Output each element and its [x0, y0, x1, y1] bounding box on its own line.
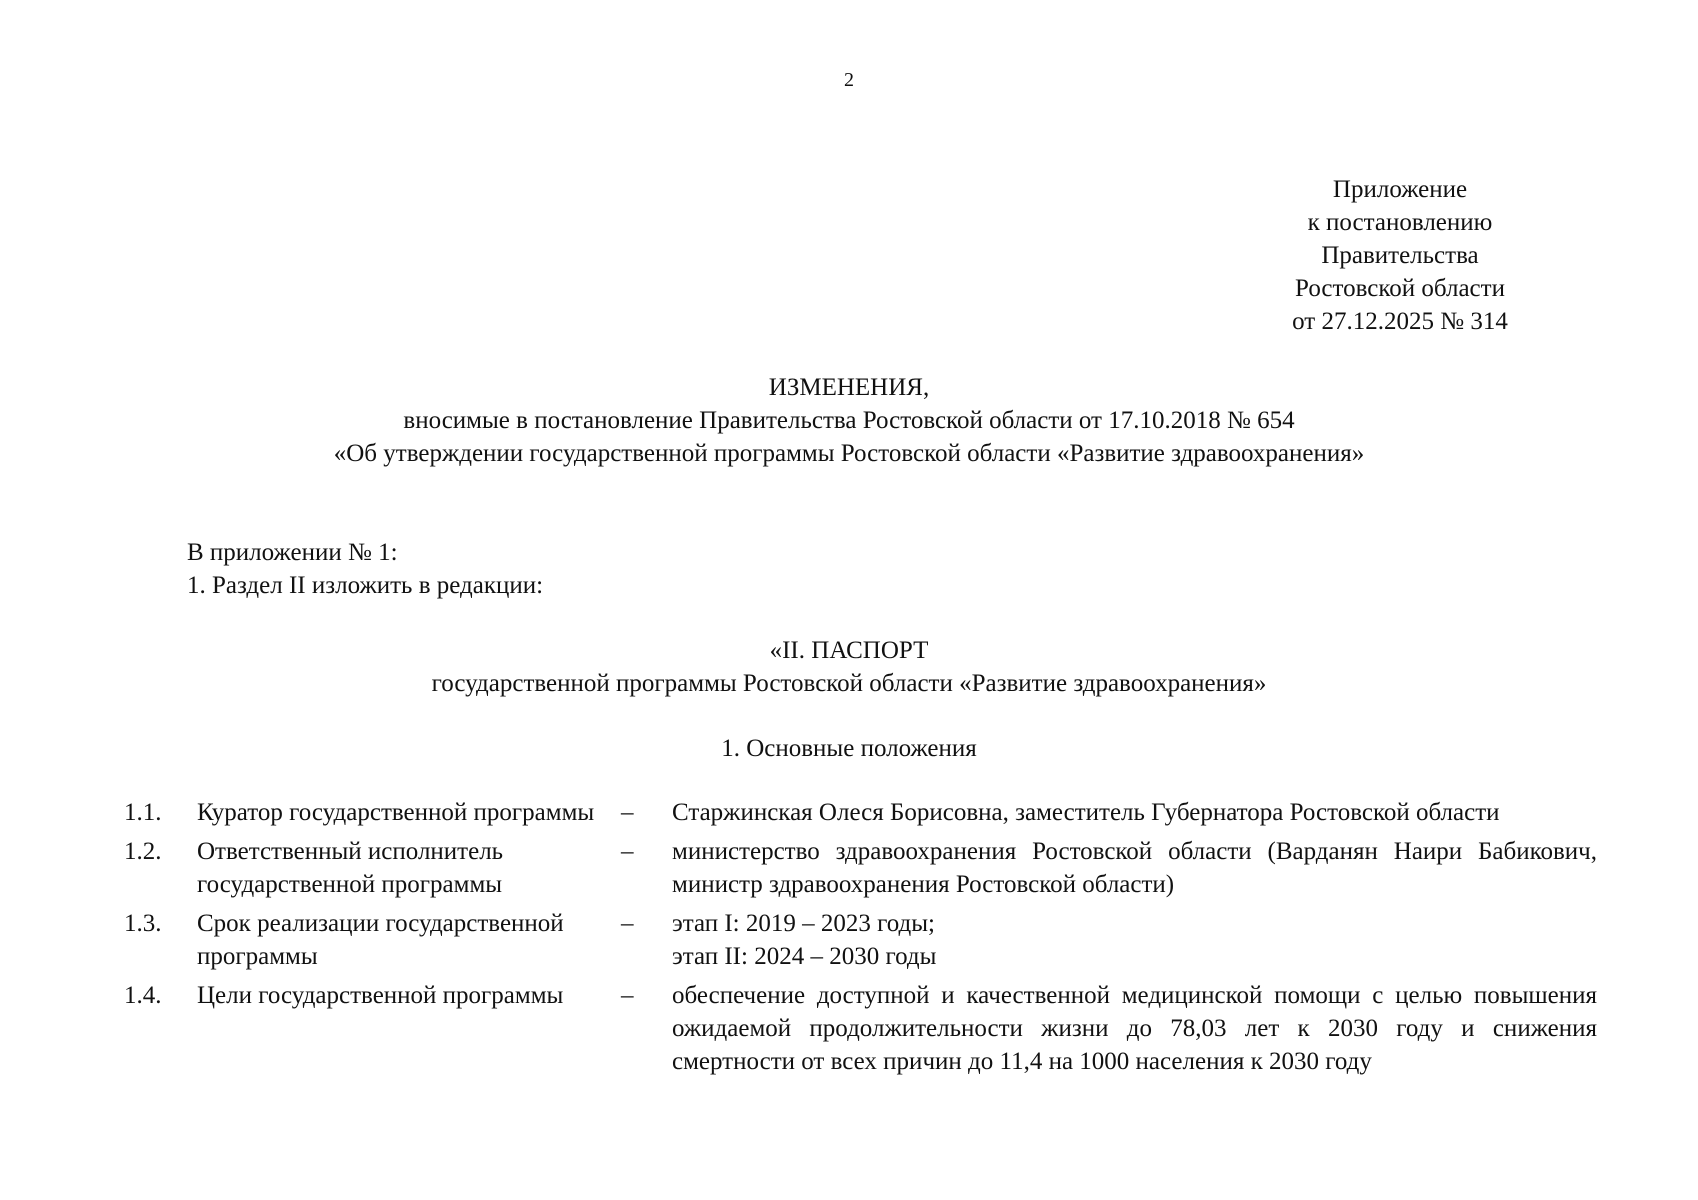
provision-value: [672, 979, 1597, 1078]
provisions-table: [124, 796, 1597, 1084]
provision-number: 1.3.: [124, 910, 162, 937]
passport-heading: [0, 634, 1698, 700]
provision-number: 1.4.: [124, 982, 162, 1009]
appendix-line: от 27.12.2025 № 314: [1292, 308, 1508, 335]
passport-title: «II. ПАСПОРТ: [769, 637, 929, 664]
changes-header: [0, 371, 1698, 470]
changes-title: ИЗМЕНЕНИЯ,: [768, 374, 930, 401]
appendix-line: к постановлению: [1307, 209, 1493, 236]
intro-line: 1. Раздел II изложить в редакции:: [187, 572, 544, 599]
appendix-block: [1250, 173, 1550, 338]
passport-subtitle: государственной программы Ростовской области «Развитие здравоохранения»: [431, 670, 1267, 697]
intro-block: [187, 536, 1487, 602]
appendix-line: Приложение: [1332, 176, 1468, 203]
provision-number: 1.1.: [124, 799, 162, 826]
provision-value-line: этап I: 2019 – 2023 годы;: [672, 910, 936, 937]
provision-label: Ответственный исполнитель государственной программы: [197, 838, 504, 898]
provision-number: 1.2.: [124, 838, 162, 865]
provision-value: [672, 796, 1597, 829]
provision-label: Куратор государственной программы: [197, 799, 595, 826]
provision-dash: –: [621, 838, 634, 865]
provision-value-line: министерство здравоохранения Ростовской области (Варданян Наири Бабикович, министр здравоохранения Ростовской области): [672, 838, 1597, 898]
provision-value-line: Старжинская Олеся Борисовна, заместитель Губернатора Ростовской области: [672, 799, 1500, 826]
provision-dash: –: [621, 982, 634, 1009]
provision-row: [124, 979, 1597, 1078]
provision-value: [672, 907, 1597, 973]
changes-subtitle: вносимые в постановление Правительства Ростовской области от 17.10.2018 № 654: [403, 407, 1295, 434]
section-title: 1. Основные положения: [721, 735, 977, 762]
provision-dash: –: [621, 799, 634, 826]
appendix-line: Ростовской области: [1295, 275, 1505, 302]
provision-value: [672, 835, 1597, 901]
provision-dash: –: [621, 910, 634, 937]
provision-value-line: этап II: 2024 – 2030 годы: [672, 943, 937, 970]
provision-row: [124, 907, 1584, 973]
appendix-line: Правительства: [1321, 242, 1479, 269]
provision-value-line: обеспечение доступной и качественной медицинской помощи с целью повышения ожидаемой продолжительности жизни до 78,03 лет к 2030 году и снижения смертности от всех причин до 11,4 на 1000 населения к 2030 году: [672, 982, 1597, 1075]
intro-line: В приложении № 1:: [187, 539, 398, 566]
changes-program-name: «Об утверждении государственной программы Ростовской области «Развитие здравоохранения»: [333, 440, 1365, 467]
provision-label: Цели государственной программы: [197, 982, 564, 1009]
provision-label: Срок реализации государственной программы: [197, 910, 564, 970]
provision-row: [124, 835, 1597, 901]
page-number: 2: [844, 69, 854, 91]
provision-row: [124, 796, 1584, 829]
